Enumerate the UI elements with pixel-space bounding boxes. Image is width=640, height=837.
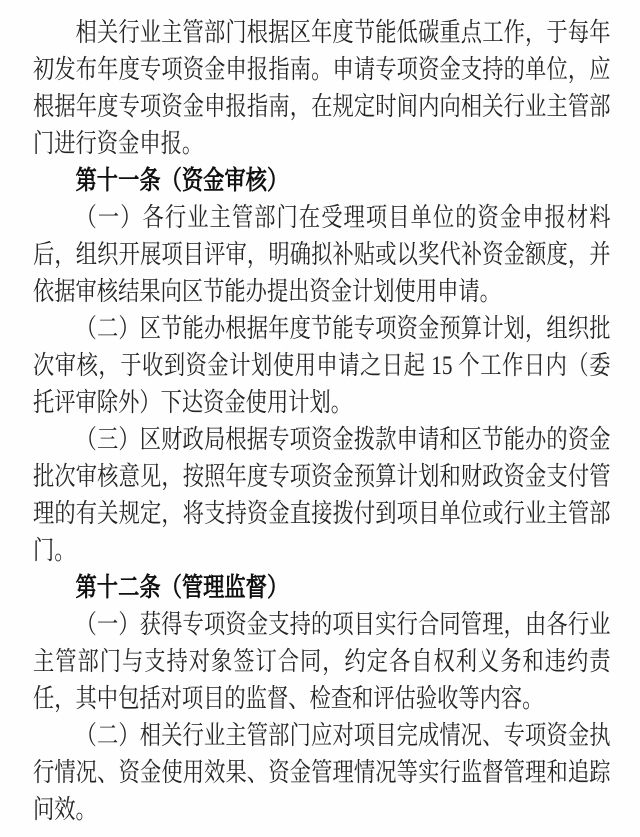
- heading-article-12-management-supervision: 第十二条（管理监督）: [75, 573, 289, 602]
- paragraph-article-11-item-2: （二）区节能办根据年度节能专项资金预算计划，组织批次审核，于收到资金计划使用申请之日起 15 个工作日内（委托评审除外）下达资金使用计划。: [33, 314, 611, 417]
- paragraph-article-11-item-1: （一）各行业主管部门在受理项目单位的资金申报材料后，组织开展项目评审，明确拟补贴或以奖代补资金额度，并依据审核结果向区节能办提出资金计划使用申请。: [33, 203, 611, 306]
- paragraph-article-11-item-3: （三）区财政局根据专项资金拨款申请和区节能办的资金批次审核意见，按照年度专项资金预算计划和财政资金支付管理的有关规定，将支持资金直接拨付到项目单位或行业主管部门。: [33, 425, 611, 565]
- document-content: [33, 14, 611, 828]
- paragraph-article-12-item-1: （一）获得专项资金支持的项目实行合同管理，由各行业主管部门与支持对象签订合同，约定各自权利义务和违约责任，其中包括对项目的监督、检查和评估验收等内容。: [33, 610, 611, 713]
- paragraph-fund-application: 相关行业主管部门根据区年度节能低碳重点工作，于每年初发布年度专项资金申报指南。申请专项资金支持的单位，应根据年度专项资金申报指南，在规定时间内向相关行业主管部门进行资金申报。: [33, 18, 611, 158]
- paragraph-article-12-item-2: （二）相关行业主管部门应对项目完成情况、专项资金执行情况、资金使用效果、资金管理情况等实行监督管理和追踪问效。: [33, 721, 611, 824]
- heading-article-11-fund-audit: 第十一条（资金审核）: [75, 166, 289, 195]
